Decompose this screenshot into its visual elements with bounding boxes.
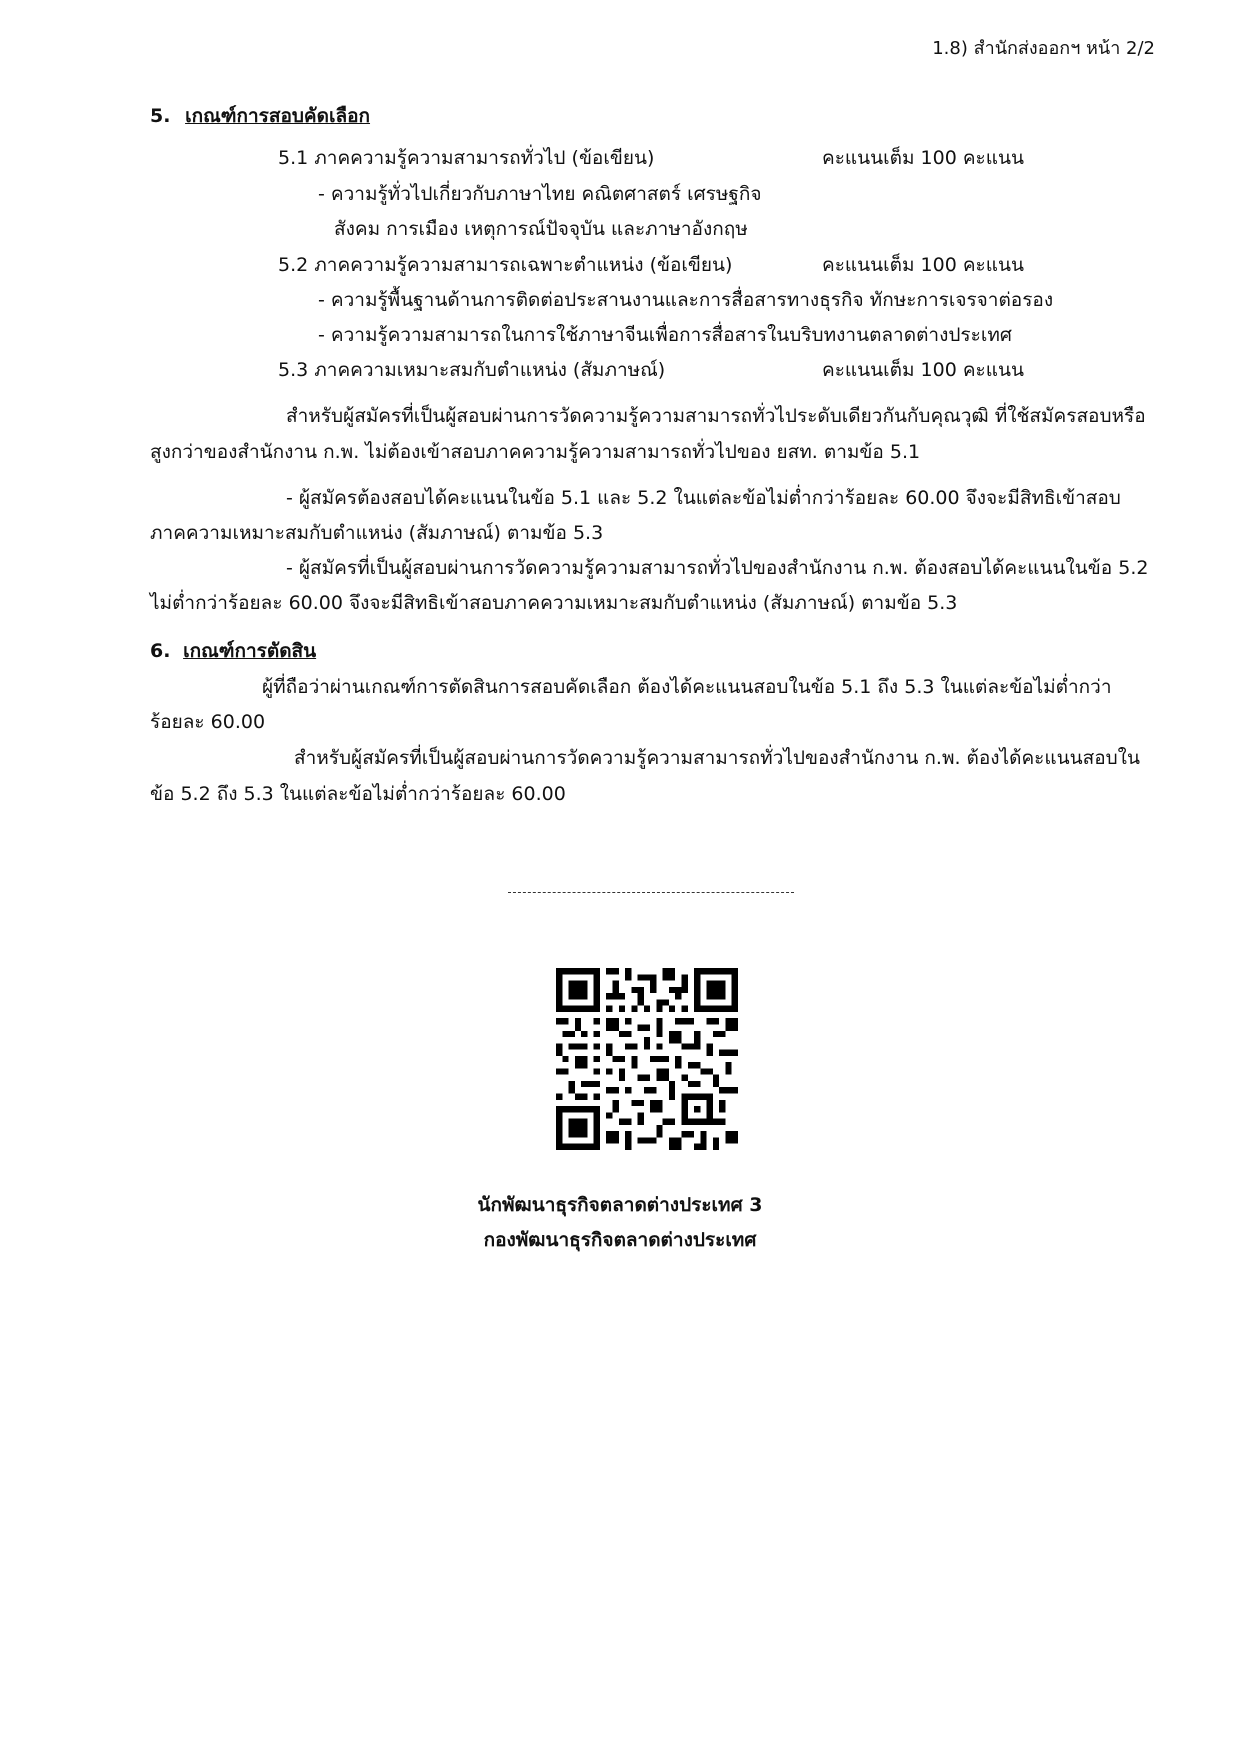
criteria-item-5-1-detail: - ความรู้ทั่วไปเกี่ยวกับภาษาไทย คณิตศาสตร์ เศรษฐกิจ (318, 183, 762, 205)
exemption-paragraph-line-1: สำหรับผู้สมัครที่เป็นผู้สอบผ่านการวัดความรู้ความสามารถทั่วไประดับเดียวกันกับคุณวุฒิ ที่ใช้สมัครสอบหรือ (286, 405, 1146, 427)
section5-heading (150, 105, 370, 128)
signature-department: กองพัฒนาธุรกิจตลาดต่างประเทศ (483, 1229, 757, 1251)
criteria-item-5-1: 5.1 ภาคความรู้ความสามารถทั่วไป (ข้อเขียน) (278, 147, 655, 169)
criteria-item-5-2-detail-2: - ความรู้ความสามารถในการใช้ภาษาจีนเพื่อการสื่อสารในบริบทงานตลาดต่างประเทศ (318, 324, 1012, 346)
section5-number: 5. (150, 105, 171, 127)
criteria-item-5-3-score: คะแนนเต็ม 100 คะแนน (822, 359, 1024, 381)
decision-paragraph-1-line-1: ผู้ที่ถือว่าผ่านเกณฑ์การตัดสินการสอบคัดเลือก ต้องได้คะแนนสอบในข้อ 5.1 ถึง 5.3 ในแต่ละข้อไม่ต่ำกว่า (262, 676, 1112, 698)
criteria-item-5-2-detail-1: - ความรู้พื้นฐานด้านการติดต่อประสานงานและการสื่อสารทางธุรกิจ ทักษะการเจรจาต่อรอง (318, 289, 1054, 311)
page-reference: 1.8) สำนักส่งออกฯ หน้า 2/2 (932, 38, 1155, 59)
signature-position-title: นักพัฒนาธุรกิจตลาดต่างประเทศ 3 (477, 1194, 763, 1216)
qr-code-image (556, 968, 738, 1150)
decision-paragraph-1-line-2: ร้อยละ 60.00 (150, 711, 266, 733)
section6-number: 6. (150, 640, 171, 662)
criteria-item-5-1-score: คะแนนเต็ม 100 คะแนน (822, 147, 1024, 169)
criteria-item-5-2-score: คะแนนเต็ม 100 คะแนน (822, 254, 1024, 276)
criteria-item-5-2: 5.2 ภาคความรู้ความสามารถเฉพาะตำแหน่ง (ข้อเขียน) (278, 254, 733, 276)
section6-heading (150, 640, 316, 663)
condition-paragraph-1-line-1: - ผู้สมัครต้องสอบได้คะแนนในข้อ 5.1 และ 5.2 ในแต่ละข้อไม่ต่ำกว่าร้อยละ 60.00 จึงจะมีสิทธิเข้าสอบ (286, 487, 1121, 509)
decision-paragraph-2-line-2: ข้อ 5.2 ถึง 5.3 ในแต่ละข้อไม่ต่ำกว่าร้อยละ 60.00 (150, 783, 566, 805)
section5-title: เกณฑ์การสอบคัดเลือก (185, 105, 371, 127)
criteria-item-5-3: 5.3 ภาคความเหมาะสมกับตำแหน่ง (สัมภาษณ์) (278, 359, 666, 381)
condition-paragraph-2-line-2: ไม่ต่ำกว่าร้อยละ 60.00 จึงจะมีสิทธิเข้าสอบภาคความเหมาะสมกับตำแหน่ง (สัมภาษณ์) ตามข้อ 5.3 (150, 592, 958, 614)
exemption-paragraph-line-2: สูงกว่าของสำนักงาน ก.พ. ไม่ต้องเข้าสอบภาคความรู้ความสามารถทั่วไปของ ยสท. ตามข้อ 5.1 (150, 441, 921, 463)
condition-paragraph-2-line-1: - ผู้สมัครที่เป็นผู้สอบผ่านการวัดความรู้ความสามารถทั่วไปของสำนักงาน ก.พ. ต้องสอบได้คะแนนในข้อ 5.2 (286, 557, 1149, 579)
section6-title: เกณฑ์การตัดสิน (183, 640, 317, 662)
decision-paragraph-2-line-1: สำหรับผู้สมัครที่เป็นผู้สอบผ่านการวัดความรู้ความสามารถทั่วไปของสำนักงาน ก.พ. ต้องได้คะแนนสอบใน (294, 747, 1140, 769)
condition-paragraph-1-line-2: ภาคความเหมาะสมกับตำแหน่ง (สัมภาษณ์) ตามข้อ 5.3 (150, 522, 604, 544)
criteria-item-5-1-detail-cont: สังคม การเมือง เหตุการณ์ปัจจุบัน และภาษาอังกฤษ (334, 218, 748, 240)
divider-line (508, 892, 794, 893)
